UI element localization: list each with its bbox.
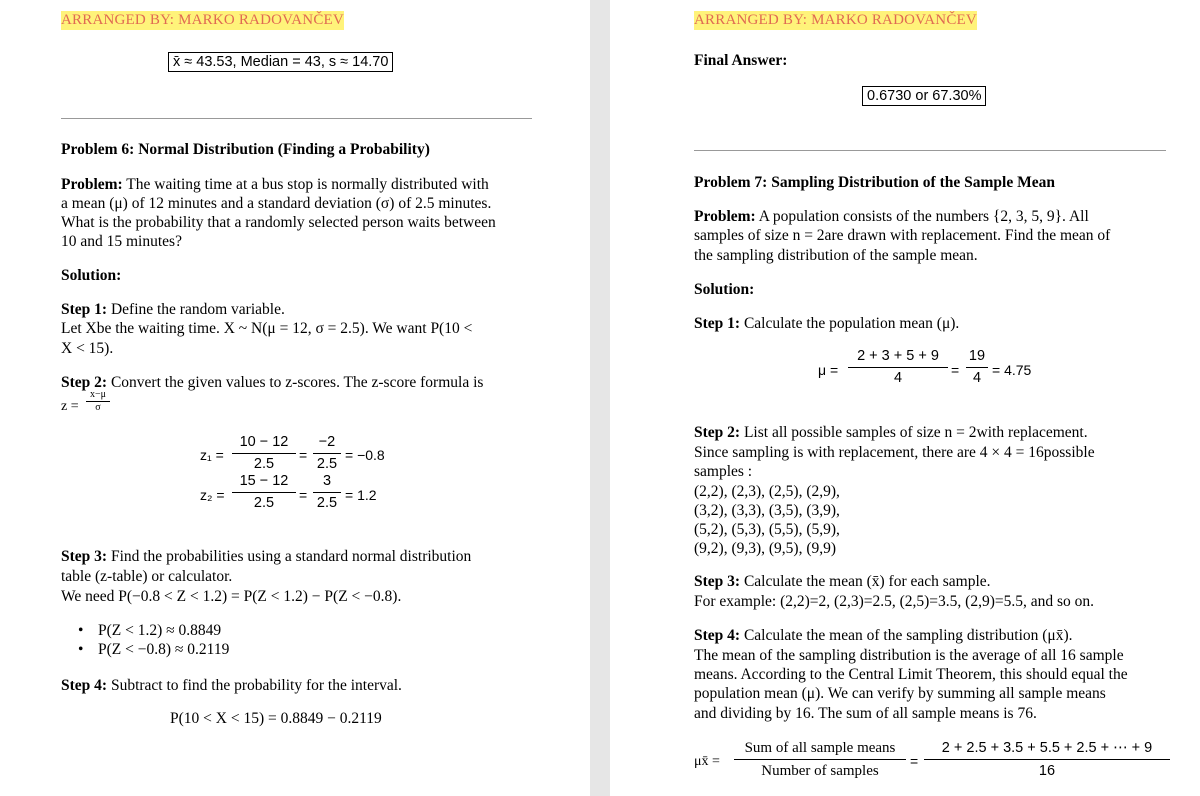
mu-label: μ = (818, 362, 839, 378)
final-answer-label: Final Answer: (694, 52, 788, 69)
step-2: Step 2: List all possible samples of size n = 2with replacement. (694, 424, 1088, 441)
equals-sign: = (299, 447, 308, 463)
step-3: Step 3: Calculate the mean (x̄) for each sample. (694, 573, 991, 590)
probability-bullet-2: P(Z < −0.8) ≈ 0.2119 (98, 641, 230, 658)
probability-bullet-1: P(Z < 1.2) ≈ 0.8849 (98, 622, 222, 639)
summary-stats: x̄ ≈ 43.53, Median = 43, s ≈ 14.70 (168, 52, 393, 72)
bullet-icon: • (78, 622, 84, 639)
step-4-equation: P(10 < X < 15) = 0.8849 − 0.2119 (170, 710, 382, 727)
mu-result: = 4.75 (992, 362, 1032, 378)
step-2: Step 2: Convert the given values to z-scores. The z-score formula is (61, 374, 484, 391)
samples-row: (5,2), (5,3), (5,5), (5,9), (694, 521, 840, 538)
samples-row: (3,2), (3,3), (3,5), (3,9), (694, 502, 840, 519)
step-4-line: and dividing by 16. The sum of all sample means is 76. (694, 705, 1037, 722)
z2-fraction-2: $\frac{3}{2.5}$ (313, 471, 341, 514)
step-1: Step 1: Define the random variable. (61, 301, 285, 318)
step-2-line: samples : (694, 463, 753, 480)
problem-6-title: Problem 6: Normal Distribution (Finding a Probability) (61, 141, 430, 158)
problem-7-text-line: the sampling distribution of the sample mean. (694, 247, 978, 264)
step-1-line: X < 15). (61, 340, 114, 357)
step-4-line: means. According to the Central Limit Theorem, this should equal the (694, 666, 1128, 683)
step-4: Step 4: Subtract to find the probability for the interval. (61, 677, 402, 694)
left-page (0, 0, 590, 796)
z1-label: z₁ = (200, 447, 224, 463)
page-header: ARRANGED BY: MARKO RADOVANČEV (61, 12, 344, 28)
solution-label: Solution: (61, 267, 122, 284)
step-4-line: population mean (μ). We can verify by summing all sample means (694, 685, 1106, 702)
step-4: Step 4: Calculate the mean of the sampling distribution (μx̄). (694, 627, 1073, 644)
equals-sign: = (951, 362, 960, 378)
final-answer-value: 0.6730 or 67.30% (862, 86, 986, 106)
step-1-line: Let Xbe the waiting time. X ~ N(μ = 12, σ = 2.5). We want P(10 < (61, 320, 473, 337)
summary-stats-box (168, 52, 393, 72)
step-3: Step 3: Find the probabilities using a standard normal distribution (61, 548, 472, 565)
right-page (610, 0, 1200, 796)
problem-7-title: Problem 7: Sampling Distribution of the Sample Mean (694, 174, 1055, 191)
problem-6-text-line: 10 and 15 minutes? (61, 233, 182, 250)
step-4-line: The mean of the sampling distribution is the average of all 16 sample (694, 647, 1124, 664)
samples-row: (9,2), (9,3), (9,5), (9,9) (694, 540, 837, 557)
z-formula-label: z = (61, 399, 79, 414)
samples-row: (2,2), (2,3), (2,5), (2,9), (694, 483, 840, 500)
step-3-line: For example: (2,2)=2, (2,3)=2.5, (2,5)=3.5, (2,9)=5.5, and so on. (694, 593, 1095, 610)
mu-fraction-2: $\frac{19}{4}$ (966, 346, 988, 389)
problem-6-text-line: a mean (μ) of 12 minutes and a standard deviation (σ) of 2.5 minutes. (61, 195, 492, 212)
step-1: Step 1: Calculate the population mean (μ). (694, 315, 960, 332)
z1-result: = −0.8 (345, 447, 385, 463)
z1-fraction-2: $\frac{-2}{2.5}$ (313, 432, 341, 475)
mu-xbar-fraction: Sum of all sample means Number of samples (734, 737, 906, 782)
divider (694, 150, 1166, 151)
problem-7-text-line: samples of size n = 2are drawn with replacement. Find the mean of (694, 227, 1111, 244)
step-2-line: Since sampling is with replacement, there are 4 × 4 = 16possible (694, 444, 1095, 461)
step-3-line: We need P(−0.8 < Z < 1.2) = P(Z < 1.2) − P(Z < −0.8). (61, 588, 402, 605)
mu-fraction: $\frac{2 + 3 + 5 + 9}{4}$ (848, 346, 948, 389)
solution-label: Solution: (694, 281, 755, 298)
divider (61, 118, 532, 119)
z-formula-fraction: $\frac{x-\mu}{\sigma}$ (86, 389, 110, 414)
mu-xbar-label: μx̄ = (694, 754, 720, 769)
step-3-line: table (z-table) or calculator. (61, 568, 233, 585)
problem-7-text: Problem: A population consists of the numbers {2, 3, 5, 9}. All (694, 208, 1089, 225)
z2-label: z₂ = (200, 487, 225, 503)
page-header: ARRANGED BY: MARKO RADOVANČEV (694, 12, 977, 28)
z2-fraction: $\frac{15 - 12}{2.5}$ (232, 471, 296, 514)
equals-sign: = (910, 753, 919, 769)
bullet-icon: • (78, 641, 84, 658)
final-answer-box (862, 86, 986, 106)
problem-6-text-line: What is the probability that a randomly selected person waits between (61, 214, 496, 231)
z1-fraction: $\frac{10 - 12}{2.5}$ (232, 432, 296, 475)
z2-result: = 1.2 (345, 487, 377, 503)
problem-6-text: Problem: The waiting time at a bus stop is normally distributed with (61, 176, 489, 193)
equals-sign: = (299, 487, 308, 503)
mu-xbar-fraction-2: $\frac{2 + 2.5 + 3.5 + 5.5 + 2.5 + \cdots + 9}{16}$ (924, 737, 1170, 782)
